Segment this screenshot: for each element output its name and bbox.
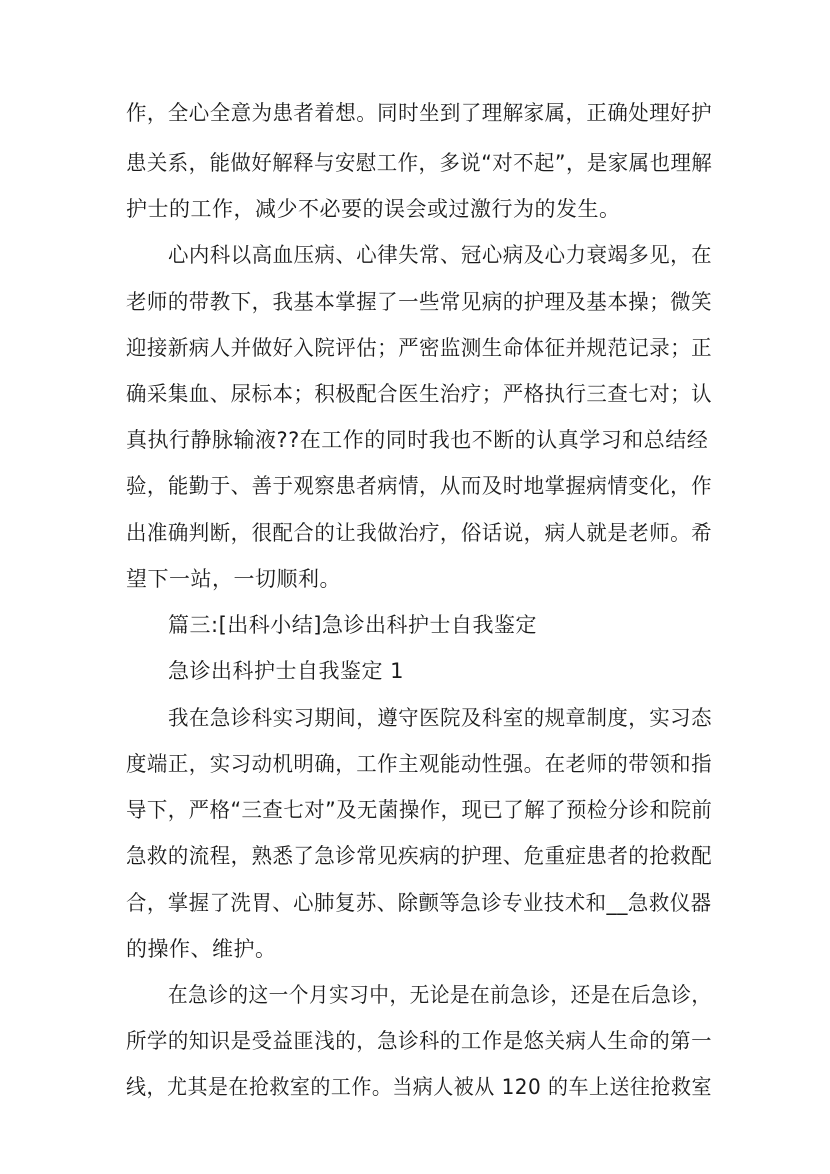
text-line: 的操作、维护。 [126, 937, 277, 961]
text-line: 确采集血、尿标本；积极配合医生治疗；严格执行三查七对；认 [126, 382, 712, 406]
text-line: 患关系，能做好解释与安慰工作，多说“对不起”，是家属也理解 [126, 151, 713, 175]
paragraph-first-line: 在急诊的这一个月实习中，无论是在前急诊，还是在后急诊， [168, 983, 712, 1007]
section-heading: 篇三:[出科小结]急诊出科护士自我鉴定 [168, 613, 537, 637]
paragraph-first-line: 我在急诊科实习期间，遵守医院及科室的规章制度，实习态 [168, 706, 712, 730]
text-line: 真执行静脉输液??在工作的同时我也不断的认真学习和总结经 [126, 428, 709, 452]
text-line: 迎接新病人并做好入院评估；严密监测生命体征并规范记录；正 [126, 336, 712, 360]
text-line: 所学的知识是受益匪浅的，急诊科的工作是悠关病人生命的第一 [126, 1029, 712, 1053]
text-line: 护士的工作，减少不必要的误会或过激行为的发生。 [126, 197, 621, 221]
text-line: 合，掌握了洗胃、心肺复苏、除颤等急诊专业技术和__急救仪器 [126, 891, 712, 915]
subsection-heading: 急诊出科护士自我鉴定 1 [168, 659, 405, 683]
text-line: 望下一站，一切顺利。 [126, 567, 341, 591]
text-line: 急救的流程，熟悉了急诊常见疾病的护理、危重症患者的抢救配 [126, 844, 712, 868]
text-line: 线，尤其是在抢救室的工作。当病人被从 120 的车上送往抢救室 [126, 1075, 712, 1099]
text-line: 老师的带教下，我基本掌握了一些常见病的护理及基本操；微笑 [126, 290, 712, 314]
paragraph-first-line: 心内科以高血压病、心律失常、冠心病及心力衰竭多见，在 [168, 243, 712, 267]
text-line: 度端正，实习动机明确，工作主观能动性强。在老师的带领和指 [126, 752, 712, 776]
text-line: 出准确判断，很配合的让我做治疗，俗话说，病人就是老师。希 [126, 521, 712, 545]
text-line: 验，能勤于、善于观察患者病情，从而及时地掌握病情变化，作 [126, 474, 712, 498]
text-line: 导下，严格“三查七对”及无菌操作，现已了解了预检分诊和院前 [126, 798, 713, 822]
text-line: 作，全心全意为患者着想。同时坐到了理解家属，正确处理好护 [126, 101, 712, 125]
